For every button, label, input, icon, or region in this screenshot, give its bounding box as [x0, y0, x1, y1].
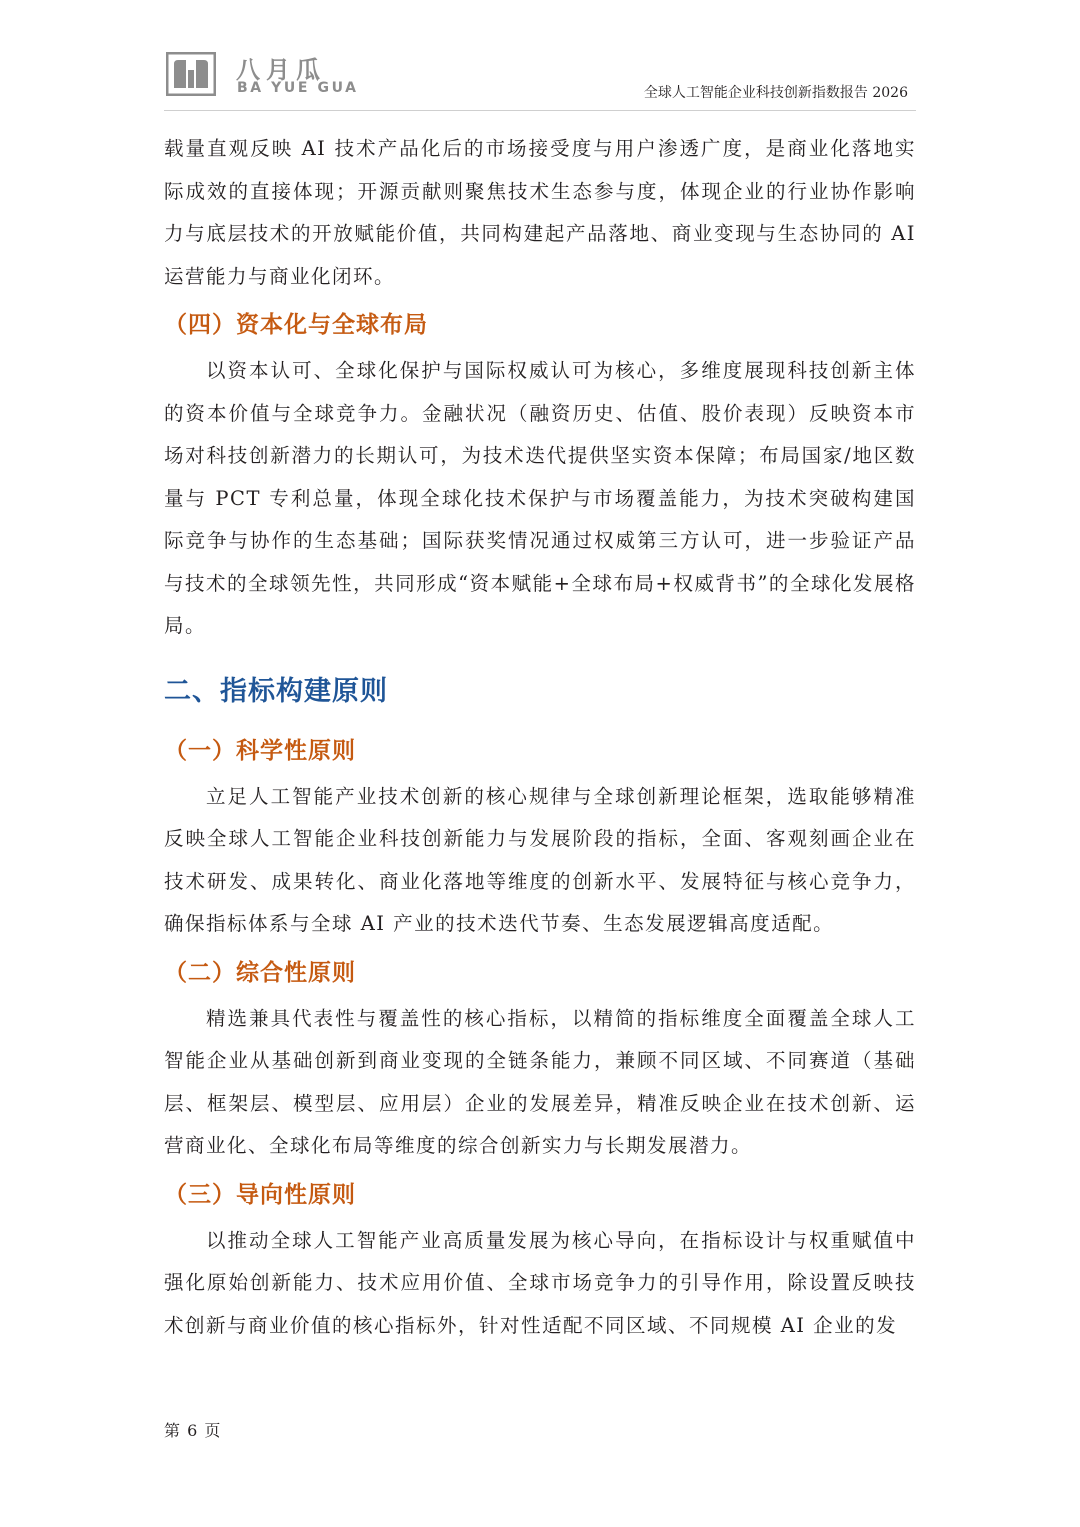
- subheading-guidance: （三）导向性原则: [164, 1181, 356, 1208]
- section-title-principles: 二、指标构建原则: [164, 675, 388, 707]
- paragraph-guidance: 以推动全球人工智能产业高质量发展为核心导向，在指标设计与权重赋值中强化原始创新能力、技术应用价值、全球市场竞争力的引导作用，除设置反映技术创新与商业价值的核心指标外，针对性适配不同区域、不同规模 AI 企业的发: [164, 1228, 916, 1337]
- page-content: [164, 128, 916, 1347]
- logo-chinese-text: 八月瓜: [236, 56, 326, 84]
- logo-english-text: BA YUE GUA: [237, 80, 359, 96]
- report-title: 全球人工智能企业科技创新指数报告 2026: [643, 85, 908, 101]
- page-header: [0, 0, 1080, 115]
- paragraph-scientific: 立足人工智能产业技术创新的核心规律与全球创新理论框架，选取能够精准反映全球人工智能企业科技创新能力与发展阶段的指标，全面、客观刻画企业在技术研发、成果转化、商业化落地等维度的创新水平、发展特征与核心竞争力，确保指标体系与全球 AI 产业的技术迭代节奏、生态发展逻辑高度适配。: [164, 784, 916, 935]
- continuation-paragraph: 载量直观反映 AI 技术产品化后的市场接受度与用户渗透广度，是商业化落地实际成效的直接体现；开源贡献则聚焦技术生态参与度，体现企业的行业协作影响力与底层技术的开放赋能价值，共同构建起产品落地、商业变现与生态协同的 AI 运营能力与商业化闭环。: [164, 137, 916, 288]
- subheading-comprehensive: （二）综合性原则: [164, 959, 356, 986]
- bayuegua-logo-icon: [166, 52, 216, 96]
- page-number: 第 6 页: [164, 1421, 222, 1440]
- paragraph-capital-global: 以资本认可、全球化保护与国际权威认可为核心，多维度展现科技创新主体的资本价值与全球竞争力。金融状况（融资历史、估值、股价表现）反映资本市场对科技创新潜力的长期认可，为技术迭代提供坚实资本保障；布局国家/地区数量与 PCT 专利总量，体现全球化技术保护与市场覆盖能力，为技术突破构建国际竞争与协作的生态基础；国际获奖情况通过权威第三方认可，进一步验证产品与技术的全球领先性，共同形成“资本赋能+全球布局+权威背书”的全球化发展格局。: [164, 359, 916, 637]
- header-divider: [164, 110, 916, 111]
- paragraph-comprehensive: 精选兼具代表性与覆盖性的核心指标，以精简的指标维度全面覆盖全球人工智能企业从基础创新到商业变现的全链条能力，兼顾不同区域、不同赛道（基础层、框架层、模型层、应用层）企业的发展差异，精准反映企业在技术创新、运营商业化、全球化布局等维度的综合创新实力与长期发展潜力。: [164, 1006, 916, 1157]
- subheading-scientific: （一）科学性原则: [164, 737, 356, 764]
- subheading-capital-global: （四）资本化与全球布局: [164, 312, 428, 338]
